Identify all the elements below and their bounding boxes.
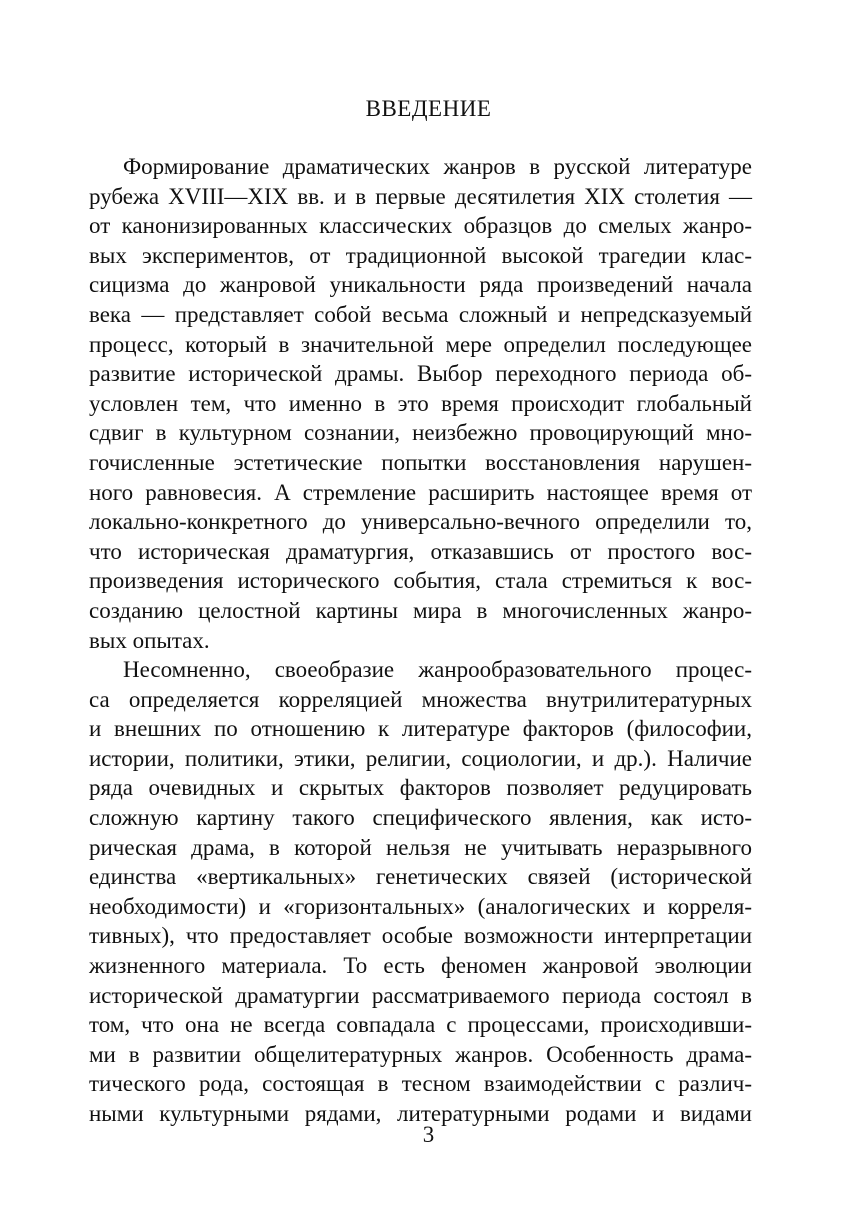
text-line: гочисленные эстетические попытки восстановления нарушен- [89,449,752,475]
text-line: исторической драматургии рассматриваемого периода состоял в [89,982,752,1008]
text-line: рубежа XVIII—XIX вв. и в первые десятилетия XIX столетия — [89,183,752,209]
text-line: том, что она не всегда совпадала с процессами, происходивши- [89,1012,752,1038]
text-line: созданию целостной картины мира в многочисленных жанро- [89,597,752,623]
text-line: процесс, который в значительной мере определил последующее [89,331,752,357]
text-line: Формирование драматических жанров в русской литературе [123,154,752,179]
text-line: века — представляет собой весьма сложный и непредсказуемый [89,301,752,327]
chapter-title: ВВЕДЕНИЕ [365,96,492,121]
page-number: 3 [422,1122,435,1147]
text-line: ными культурными рядами, литературными родами и видами [89,1101,752,1126]
text-line: жизненного материала. То есть феномен жанровой эволюции [89,953,752,979]
text-line: условлен тем, что именно в это время происходит глобальный [89,390,752,416]
text-line: сложную картину такого специфического явления, как исто- [89,805,752,831]
text-line: произведения исторического события, стала стремиться к вос- [89,568,752,594]
body-text [89,152,752,1129]
text-line: локально-конкретного до универсально-вечного определили то, [89,509,752,535]
text-line: ми в развитии общелитературных жанров. Особенность драма- [89,1041,752,1067]
text-line: тического рода, состоящая в тесном взаимодействии с различ- [89,1071,752,1097]
text-line: что историческая драматургия, отказавшись от простого вос- [89,538,752,564]
text-line: развитие исторической драмы. Выбор переходного периода об- [89,361,752,387]
text-line: и внешних по отношению к литературе факторов (философии, [89,716,752,742]
text-line: истории, политики, этики, религии, социологии, и др.). Наличие [89,745,752,771]
text-line: вых экспериментов, от традиционной высокой трагедии клас- [89,242,752,268]
text-line: единства «вертикальных» генетических связей (исторической [89,864,752,890]
text-line: от канонизированных классических образцов до смелых жанро- [89,213,752,239]
text-line: сдвиг в культурном сознании, неизбежно провоцирующий мно- [89,420,752,446]
text-line: необходимости) и «горизонтальных» (аналогических и корреля- [89,893,752,919]
text-line: са определяется корреляцией множества внутрилитературных [89,686,752,712]
text-line: рическая драма, в которой нельзя не учитывать неразрывного [89,834,752,860]
text-line: ного равновесия. А стремление расширить настоящее время от [89,479,752,505]
text-line: тивных), что предоставляет особые возможности интерпретации [89,923,752,949]
text-line: сицизма до жанровой уникальности ряда произведений начала [89,272,752,298]
text-line: Несомненно, своеобразие жанрообразовательного процес- [123,657,752,683]
text-line: ряда очевидных и скрытых факторов позволяет редуцировать [89,775,752,801]
text-line: вых опытах. [89,627,210,653]
